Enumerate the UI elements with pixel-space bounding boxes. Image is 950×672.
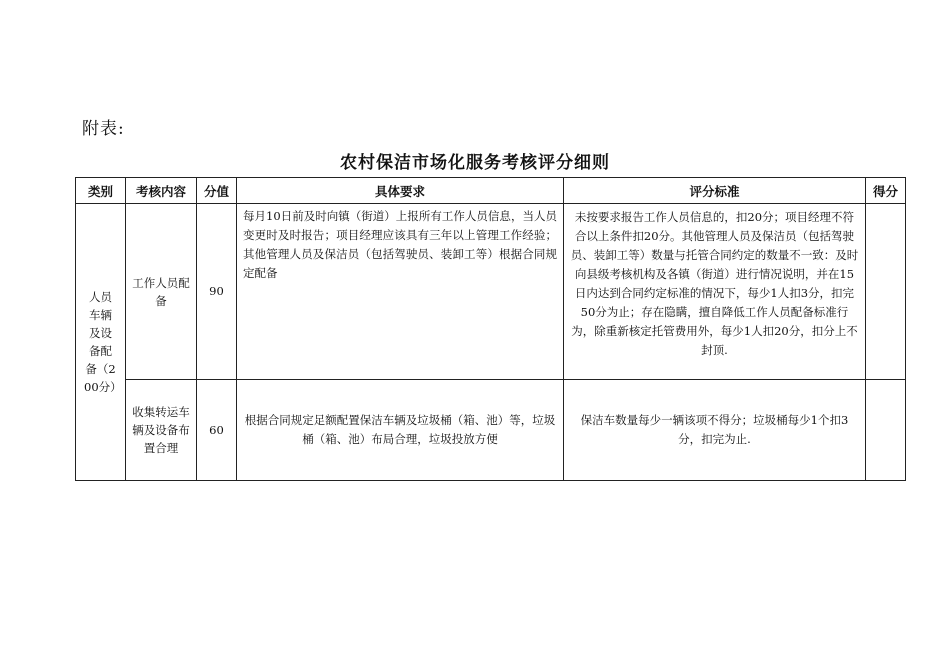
score-cell: 60 <box>197 380 237 481</box>
header-content: 考核内容 <box>126 178 197 204</box>
header-requirement: 具体要求 <box>237 178 564 204</box>
header-category: 类别 <box>76 178 126 204</box>
content-cell: 工作人员配备 <box>126 204 197 380</box>
standard-cell: 未按要求报告工作人员信息的，扣20分；项目经理不符合以上条件扣20分。其他管理人员及保洁员（包括驾驶员、装卸工等）数量与托管合同约定的数量不一致：及时向县级考核机构及各镇（街道）进行情况说明，并在15日内达到合同约定标准的情况下，每少1人扣3分，扣完50分为止；存在隐瞒，擅自降低工作人员配备标准行为，除重新核定托管费用外，每少1人扣20分，扣分上不封顶. <box>564 204 866 380</box>
standard-cell: 保洁车数量每少一辆该项不得分；垃圾桶每少1个扣3分，扣完为止. <box>564 380 866 481</box>
content-cell: 收集转运车辆及设备布置合理 <box>126 380 197 481</box>
header-score: 分值 <box>197 178 237 204</box>
score-cell: 90 <box>197 204 237 380</box>
scoring-table <box>75 177 906 481</box>
table-row <box>76 380 906 481</box>
requirement-cell: 每月10日前及时向镇（街道）上报所有工作人员信息，当人员变更时及时报告；项目经理应该具有三年以上管理工作经验；其他管理人员及保洁员（包括驾驶员、装卸工等）根据合同规定配备 <box>237 204 564 380</box>
document-title: 农村保洁市场化服务考核评分细则 <box>340 153 610 173</box>
points-cell <box>866 380 906 481</box>
header-points: 得分 <box>866 178 906 204</box>
table-header-row <box>76 178 906 204</box>
table-row <box>76 204 906 380</box>
appendix-label: 附表: <box>82 119 125 139</box>
header-standard: 评分标准 <box>564 178 866 204</box>
requirement-cell: 根据合同规定足额配置保洁车辆及垃圾桶（箱、池）等，垃圾桶（箱、池）布局合理，垃圾投放方便 <box>237 380 564 481</box>
points-cell <box>866 204 906 380</box>
category-cell: 人员车辆及设备配备（200分） <box>76 204 126 481</box>
